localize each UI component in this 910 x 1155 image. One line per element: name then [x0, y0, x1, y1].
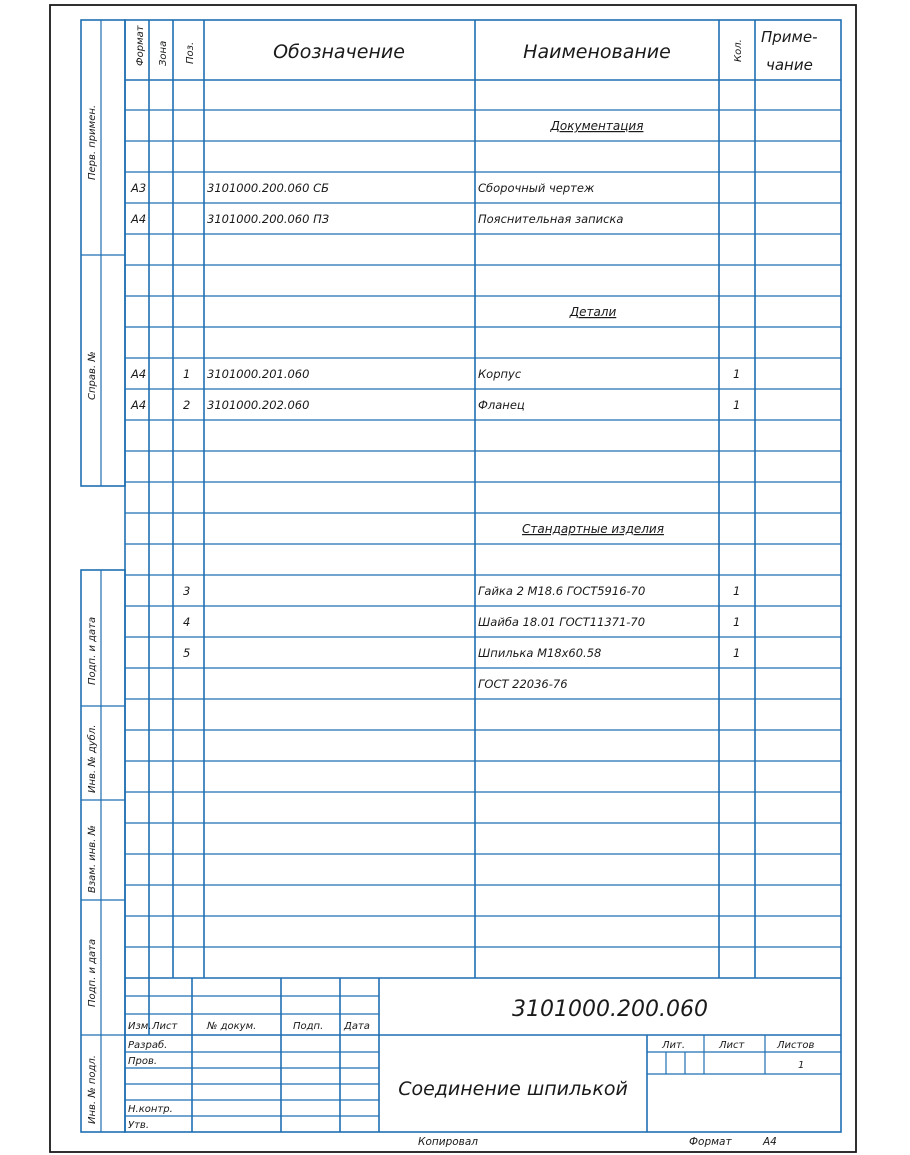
side-label-first-use: Перв. примен. [87, 104, 98, 180]
tb-col-date: Дата [344, 1021, 370, 1032]
side-label-dup-inv-no: Инв. № дубл. [87, 724, 98, 793]
footer-format-label: Формат [689, 1136, 732, 1148]
row-format: А4 [131, 367, 147, 381]
document-title: Соединение шпилькой [398, 1078, 628, 1100]
row-name: Фланец [478, 398, 525, 412]
side-label-sign-date: Подп. и дата [87, 938, 98, 1007]
side-label-reference-no: Справ. № [87, 351, 98, 400]
section-parts: Детали [569, 305, 617, 319]
row-pos: 2 [183, 398, 191, 412]
row-name: Шпилька М18х60.58 [478, 646, 602, 660]
tb-letter: Лит. [662, 1040, 686, 1051]
row-qty: 1 [733, 646, 741, 660]
row-pos: 3 [183, 584, 191, 598]
row-designation: 3101000.202.060 [207, 398, 310, 412]
header-note-line1: Приме- [761, 28, 818, 46]
spec-grid [125, 20, 841, 978]
header-note-line2: чание [766, 56, 813, 74]
side-label-sign-date: Подп. и дата [87, 616, 98, 685]
header-pos: Поз. [185, 41, 196, 64]
row-name: Шайба 18.01 ГОСТ11371-70 [478, 615, 646, 629]
tb-norm-control: Н.контр. [128, 1104, 173, 1115]
document-code: 3101000.200.060 [512, 997, 708, 1022]
row-designation: 3101000.200.060 СБ [207, 181, 330, 195]
row-name: Корпус [478, 367, 522, 381]
side-label-replace-inv-no: Взам. инв. № [87, 825, 98, 893]
header-qty: Кол. [733, 39, 744, 62]
row-pos: 4 [183, 615, 191, 629]
section-documentation: Документация [550, 119, 644, 133]
section-standard-items: Стандартные изделия [522, 522, 664, 536]
row-pos: 5 [183, 646, 191, 660]
header-format: Формат [135, 25, 146, 66]
footer-copied: Копировал [418, 1136, 478, 1148]
header-designation: Обозначение [273, 41, 405, 63]
header-zone: Зона [158, 40, 169, 66]
row-name: ГОСТ 22036-76 [478, 677, 568, 691]
row-qty: 1 [733, 398, 741, 412]
title-block-grid [125, 978, 841, 1132]
tb-col-sign: Подп. [293, 1021, 324, 1032]
row-format: А3 [131, 181, 147, 195]
tb-approved: Утв. [128, 1120, 149, 1131]
tb-developed: Разраб. [128, 1040, 168, 1051]
side-label-orig-inv-no: Инв. № подл. [87, 1055, 98, 1124]
tb-checked: Пров. [128, 1056, 158, 1067]
tb-sheet: Лист [719, 1040, 745, 1051]
tb-sheets-total: Листов [777, 1040, 815, 1051]
row-designation: 3101000.200.060 ПЗ [207, 212, 330, 226]
tb-col-change: Изм. [128, 1021, 152, 1032]
row-qty: 1 [733, 584, 741, 598]
footer-format-value: А4 [763, 1136, 777, 1148]
row-designation: 3101000.201.060 [207, 367, 310, 381]
row-name: Сборочный чертеж [478, 181, 595, 195]
row-format: А4 [131, 212, 147, 226]
tb-col-doc-no: № докум. [207, 1021, 257, 1032]
row-qty: 1 [733, 615, 741, 629]
tb-col-sheet: Лист [152, 1021, 178, 1032]
sheet-border [50, 5, 856, 1152]
row-qty: 1 [733, 367, 741, 381]
header-name: Наименование [523, 41, 671, 63]
row-pos: 1 [183, 367, 191, 381]
row-name: Гайка 2 М18.6 ГОСТ5916-70 [478, 584, 646, 598]
row-name: Пояснительная записка [478, 212, 624, 226]
tb-sheets-total-value: 1 [798, 1060, 805, 1071]
row-format: А4 [131, 398, 147, 412]
